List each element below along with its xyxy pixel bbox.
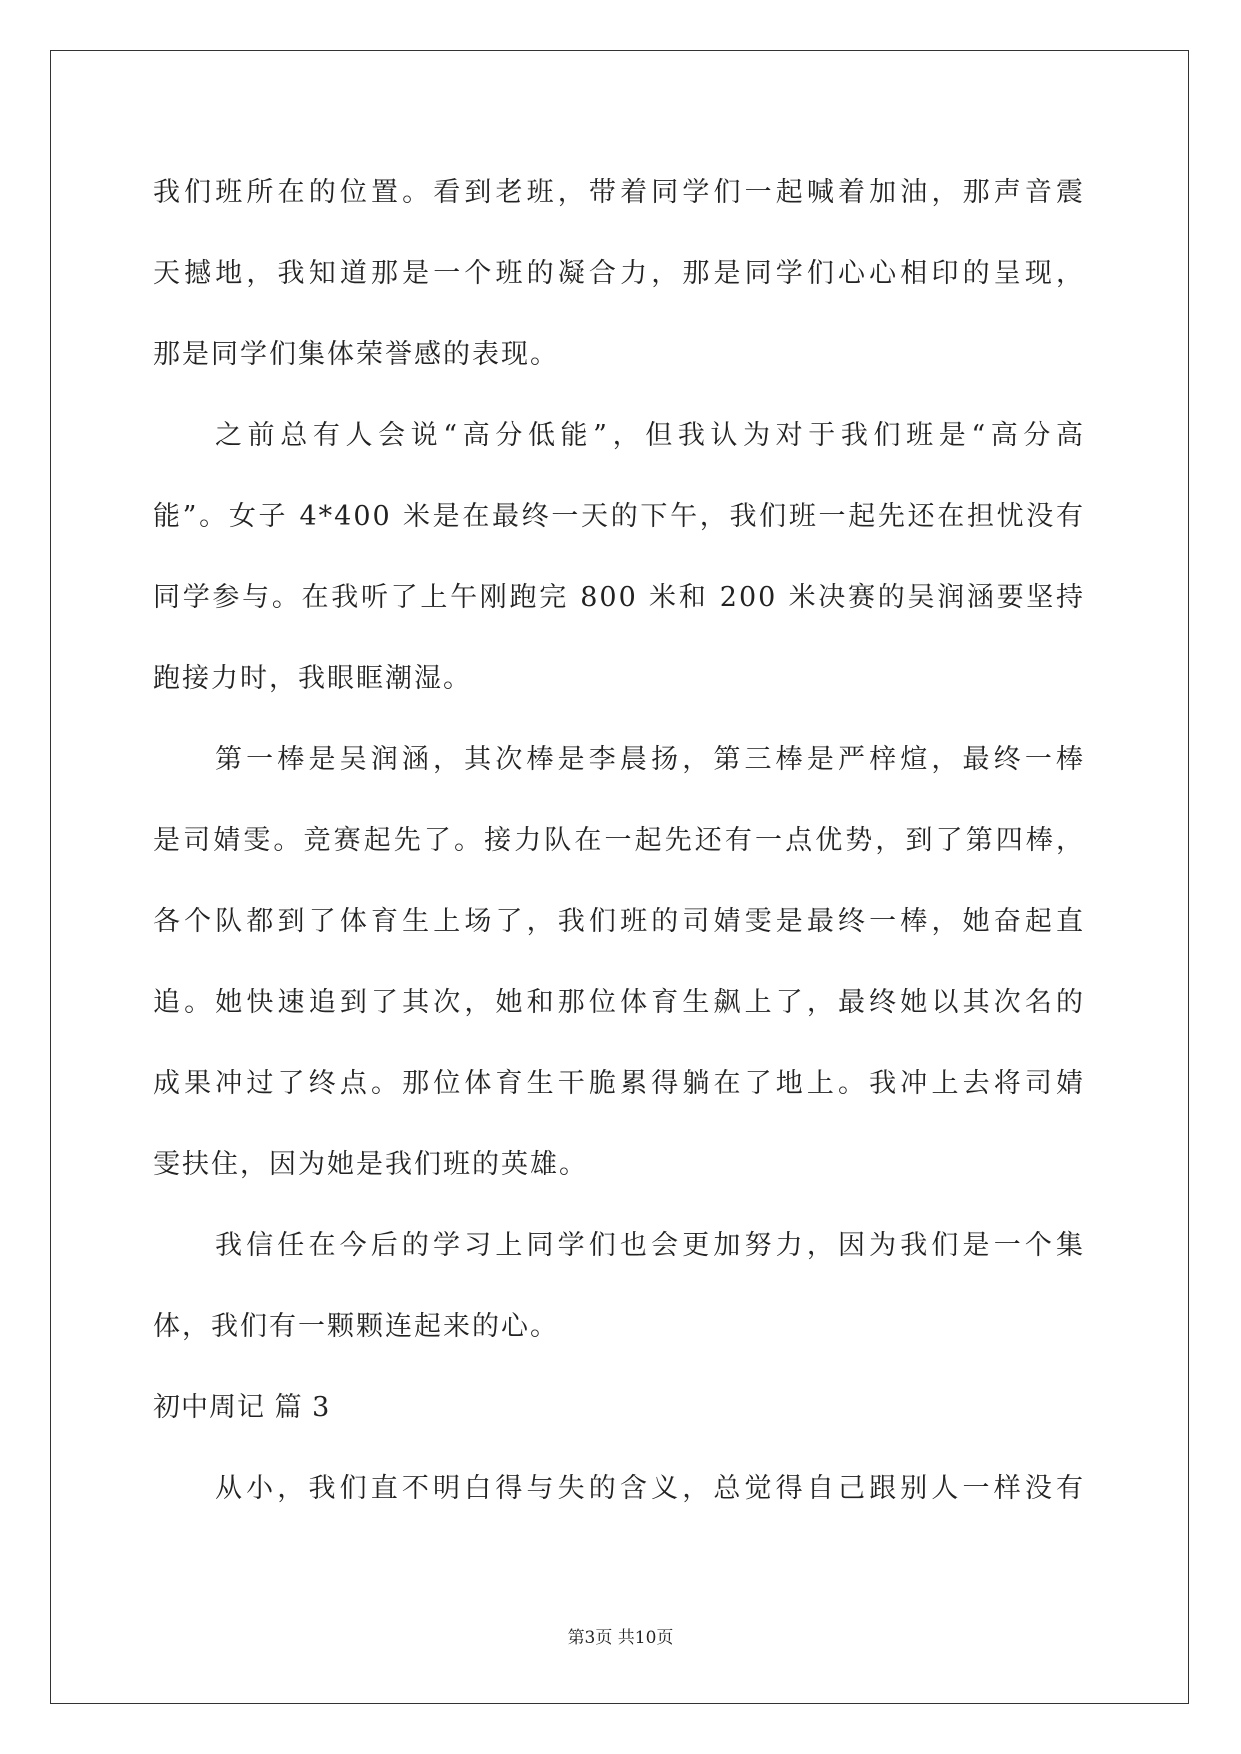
text-line: 是司婧雯。竞赛起先了。接力队在一起先还有一点优势，到了第四棒， [153, 825, 1085, 856]
text-line: 跑接力时，我眼眶潮湿。 [153, 663, 472, 694]
text-line: 成果冲过了终点。那位体育生干脆累得躺在了地上。我冲上去将司婧 [153, 1068, 1085, 1099]
text-line: 各个队都到了体育生上场了，我们班的司婧雯是最终一棒，她奋起直 [153, 906, 1085, 937]
text-line: 我们班所在的位置。看到老班，带着同学们一起喊着加油，那声音震 [153, 177, 1085, 208]
section-heading: 初中周记 篇 3 [153, 1392, 331, 1423]
paragraph [153, 1205, 1085, 1367]
text-line: 追。她快速追到了其次，她和那位体育生飙上了，最终她以其次名的 [153, 987, 1085, 1018]
text-line: 那是同学们集体荣誉感的表现。 [153, 339, 559, 370]
text-line: 从小，我们直不明白得与失的含义，总觉得自己跟别人一样没有 [215, 1473, 1085, 1504]
text-line: 第一棒是吴润涵，其次棒是李晨扬，第三棒是严梓煊，最终一棒 [215, 744, 1085, 775]
text-line: 能”。女子 4*400 米是在最终一天的下午，我们班一起先还在担忧没有 [153, 501, 1085, 532]
text-line: 同学参与。在我听了上午刚跑完 800 米和 200 米决赛的吴润涵要坚持 [153, 582, 1085, 613]
text-line: 之前总有人会说“高分低能”，但我认为对于我们班是“高分高 [215, 420, 1085, 451]
paragraph [153, 152, 1085, 395]
page-number-footer: 第3页 共10页 [567, 1628, 674, 1648]
text-line: 我信任在今后的学习上同学们也会更加努力，因为我们是一个集 [215, 1230, 1085, 1261]
paragraph [153, 1448, 1085, 1529]
text-line: 雯扶住，因为她是我们班的英雄。 [153, 1149, 588, 1180]
document-body [153, 152, 1085, 1529]
text-line: 天撼地，我知道那是一个班的凝合力，那是同学们心心相印的呈现， [153, 258, 1085, 289]
paragraph [153, 395, 1085, 719]
text-line: 体，我们有一颗颗连起来的心。 [153, 1311, 559, 1342]
paragraph [153, 719, 1085, 1205]
